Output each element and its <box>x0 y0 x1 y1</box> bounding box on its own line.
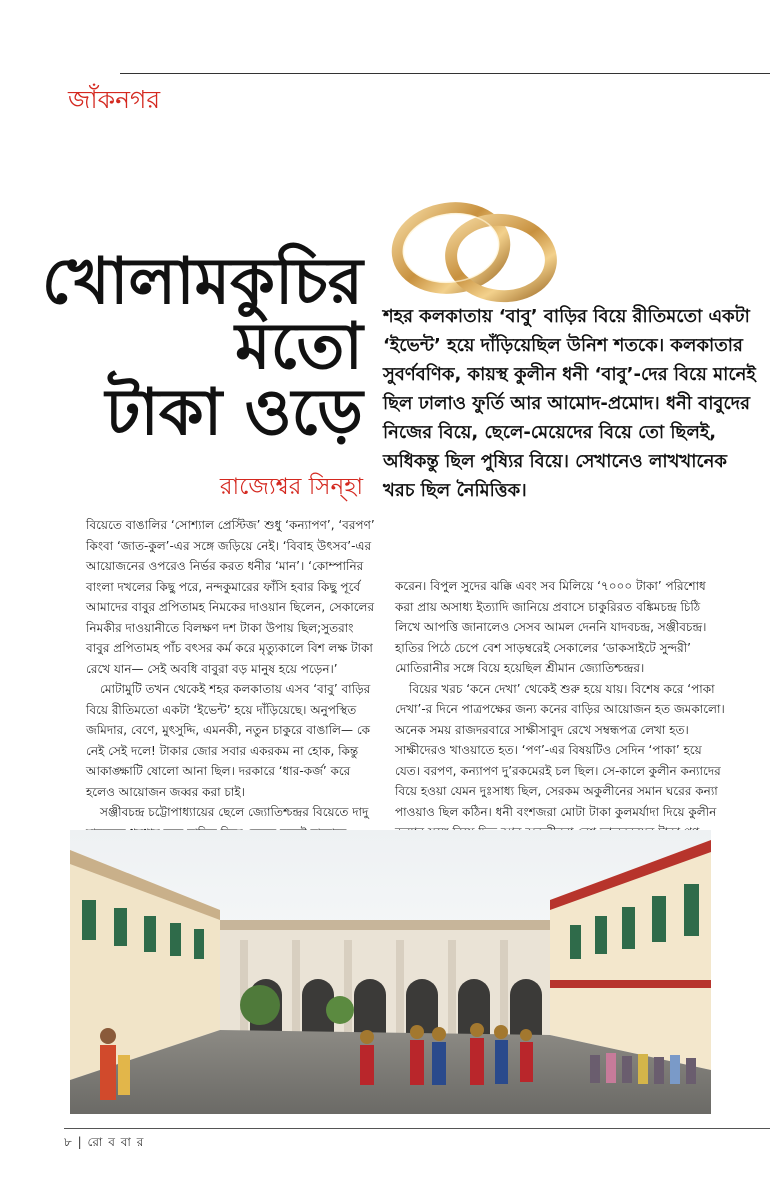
headline-line-2: মতো <box>235 310 363 385</box>
body-column-1 <box>86 515 376 884</box>
bottom-rule <box>64 1128 770 1129</box>
lede-paragraph: শহর কলকাতায় ‘বাবু’ বাড়ির বিয়ে রীতিমতো একটা ‘ইভেন্ট’ হয়ে দাঁড়িয়েছিল উনিশ শতকে। কলকাতার সুবর্ণবণিক, কায়স্থ কুলীন ধনী ‘বাবু’-দের বিয়ে মানেই ছিল ঢালাও ফুর্তি আর আমোদ-প্রমোদ। ধনী বাবুদের নিজের বিয়ে, ছেলে-মেয়েদের বিয়ে তো ছিলই, অধিকন্তু ছিল পুষ্যির বিয়ে। সেখানেও লাখখানেক খরচ ছিল নৈমিত্তিক। <box>383 306 756 501</box>
body-paragraph: বিয়েতে বাঙালির ‘সোশ্যাল প্রেস্টিজ’ শুধু ‘কন্যাপণ’, ‘বরপণ’ কিংবা ‘জাত-কুল’-এর সঙ্গে জড়িয়ে নেই। ‘বিবাহ উৎসব’-এর আয়োজনের ওপরেও নির্ভর করত ধনীর ‘মান’। ‘কোম্পানির বাংলা দখলের কিছু পরে, নন্দকুমারের ফাঁসি হবার কিছু পূর্বে আমাদের বাবুর প্রপিতামহ নিমকের দাওয়ান ছিলেন, সেকালের নিমকীর দাওয়ানীতে বিলক্ষণ দশ টাকা উপায় ছিল;সুতরাং বাবুর প্রপিতামহ পাঁচ বৎসর কর্ম করে মৃত্যুকালে বিশ লক্ষ টাকা রেখে যান— সেই অবধি বাবুরা বড় মানুষ হয়ে পড়েন।’ <box>86 518 375 676</box>
body-paragraph: বিয়ের খরচ ‘কনে দেখা’ থেকেই শুরু হয়ে যায়। বিশেষ করে ‘পাকা দেখা’-র দিনে পাত্রপক্ষের জন্য কনের বাড়ির আয়োজন হত জমকালো। অনেক সময় রাজদরবারে সাক্ষীসাবুদ রেখে সম্বন্ধপত্র লেখা হত। সাক্ষীদেরও খাওয়াতে হত। ‘পণ’-এর বিষয়টিও সেদিন ‘পাকা’ হয়ে যেত। বরপণ, কন্যাপণ দু’রকমেরই চল ছিল। সে-কালে কুলীন কন্যাদের বিয়ে হওয়া যেমন দুঃসাধ্য ছিল, সেরকম অকুলীনের সমান ঘরের কন্যা পাওয়াও ছিল কঠিন। ধনী বংশজরা মোটা টাকা কুলমর্যাদা দিয়ে কুলীন <box>395 681 725 819</box>
author-byline: রাজ্যেশ্বর সিন্‌হা <box>219 474 363 500</box>
body-paragraph: সঞ্জীবচন্দ্র চট্টোপাধ্যায়ের ছেলে জ্যোতিশ্চন্দ্রর বিয়েতে দাদু <box>100 805 369 819</box>
top-rule <box>120 73 770 74</box>
body-paragraph: মোটামুটি তখন থেকেই শহর কলকাতায় এসব ‘বাবু’ বাড়ির বিয়ে রীতিমতো একটা ‘ইভেন্ট’ হয়ে দাঁড়িয়েছে। অনুপস্থিত জমিদার, বেণে, মুৎসুদ্দি, এমনকী, নতুন চাকুরে বাঙালি— কে নেই সেই দলে! টাকার জোর সবার একরকম না হোক, কিন্তু আকাঙ্ক্ষাটি ষোলো আনা ছিল। দরকারে ‘ধার-কর্জ’ করে হলেও আয়োজন জব্বর করা চাই। <box>86 682 371 799</box>
headline-line-3: টাকা ওড়ে <box>105 375 363 450</box>
body-paragraph: করেন। বিপুল সুদের ঝক্কি এবং সব মিলিয়ে ‘৭০০০ টাকা’ পরিশোধ করা প্রায় অসাধ্য ইত্যাদি জানিয়ে প্রবাসে চাকুরিরত বঙ্কিমচন্দ্র চিঠি লিখে আপত্তি জানালেও সেসব আমল দেননি যাদবচন্দ্র, সঞ্জীবচন্দ্র। হাতির পিঠে চেপে বেশ সাড়ম্বরেই সেকালের ‘ডাকসাইটে সুন্দরী’ মোতিরানীর সঙ্গে বিয়ে হয়েছিল শ্রীমান জ্যোতিশ্চন্দ্রর। <box>395 579 707 675</box>
headline-line-1: খোলামকুচির <box>41 245 363 319</box>
page-footer: ৮ | রো ব বা র <box>64 1135 145 1149</box>
courtyard-wedding-photo <box>70 830 711 1114</box>
wedding-rings-image <box>383 196 563 306</box>
section-title: জাঁকনগর <box>68 85 161 114</box>
headline <box>41 245 363 450</box>
body-column-2 <box>395 576 725 863</box>
